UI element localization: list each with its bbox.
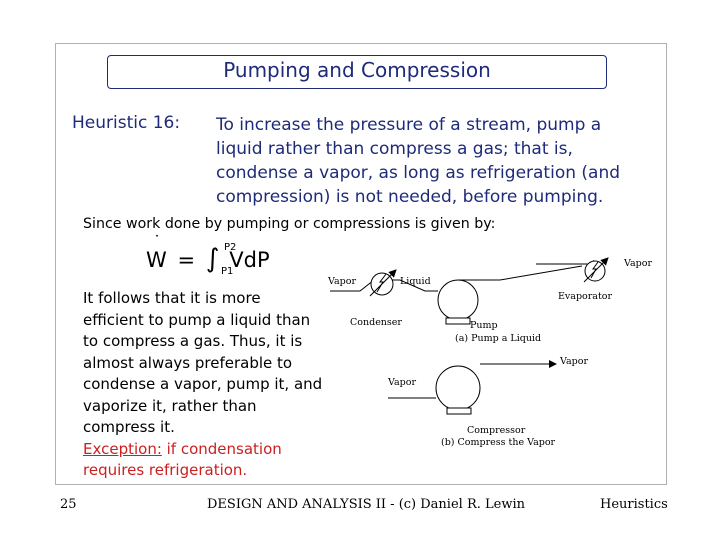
heuristic-line: liquid rather than compress a gas; that is, bbox=[216, 139, 573, 159]
condenser-icon bbox=[370, 270, 396, 296]
compressor-caption: (b) Compress the Vapor bbox=[441, 437, 556, 448]
heuristic-text bbox=[216, 113, 666, 209]
integral-sign: ∫ bbox=[205, 244, 220, 274]
formula-lhs: W bbox=[146, 248, 167, 272]
compressor-icon bbox=[388, 364, 556, 414]
para-line: compress it. bbox=[83, 418, 175, 436]
bottom-vapor-in-label: Vapor bbox=[388, 377, 416, 388]
footer-topic: Heuristics bbox=[600, 497, 668, 512]
para-line: almost always preferable to bbox=[83, 353, 293, 372]
para-line: efficient to pump a liquid than bbox=[83, 310, 311, 329]
liquid-label: Liquid bbox=[400, 276, 431, 287]
condenser-label: Condenser bbox=[350, 317, 402, 328]
para-line: to compress a gas. Thus, it is bbox=[83, 332, 303, 350]
compressor-label: Compressor bbox=[467, 425, 526, 436]
exception-line bbox=[83, 439, 358, 461]
bottom-vapor-out-label: Vapor bbox=[560, 356, 588, 367]
formula-integrand: VdP bbox=[229, 248, 270, 272]
evaporator-icon bbox=[500, 258, 608, 282]
para-line: It follows that it is more bbox=[83, 289, 261, 307]
page-number: 25 bbox=[60, 497, 77, 512]
top-vapor-in-label: Vapor bbox=[328, 276, 356, 287]
pump-label: Pump bbox=[470, 320, 498, 331]
exception-rest: if condensation bbox=[161, 439, 282, 458]
conclusion-paragraph bbox=[83, 288, 358, 482]
formula-equals: = bbox=[177, 248, 196, 272]
para-line: vaporize it, rather than bbox=[83, 396, 257, 415]
evaporator-label: Evaporator bbox=[558, 291, 613, 302]
pump-caption: (a) Pump a Liquid bbox=[455, 333, 542, 344]
formula-lower-limit: P1 bbox=[221, 266, 234, 277]
formula-dot: ˙ bbox=[153, 232, 161, 251]
heuristic-line: To increase the pressure of a stream, pump a bbox=[216, 115, 602, 135]
heuristic-line: compression) is not needed, before pumping. bbox=[216, 187, 604, 207]
slide-title: Pumping and Compression bbox=[223, 58, 491, 82]
formula-upper-limit: P2 bbox=[224, 242, 237, 253]
exception-word: Exception: bbox=[83, 439, 162, 458]
pump-icon bbox=[438, 280, 500, 324]
heuristic-line: condense a vapor, as long as refrigeration (and bbox=[216, 163, 621, 183]
work-intro-text: Since work done by pumping or compressions is given by: bbox=[83, 216, 496, 232]
work-formula bbox=[146, 232, 270, 277]
para-line: condense a vapor, pump it, and bbox=[83, 375, 323, 393]
footer-credit: DESIGN AND ANALYSIS II - (c) Daniel R. Lewin bbox=[207, 497, 525, 512]
heuristic-label: Heuristic 16: bbox=[72, 113, 181, 133]
exception-line-2: requires refrigeration. bbox=[83, 461, 248, 479]
top-vapor-out-label: Vapor bbox=[624, 258, 652, 269]
